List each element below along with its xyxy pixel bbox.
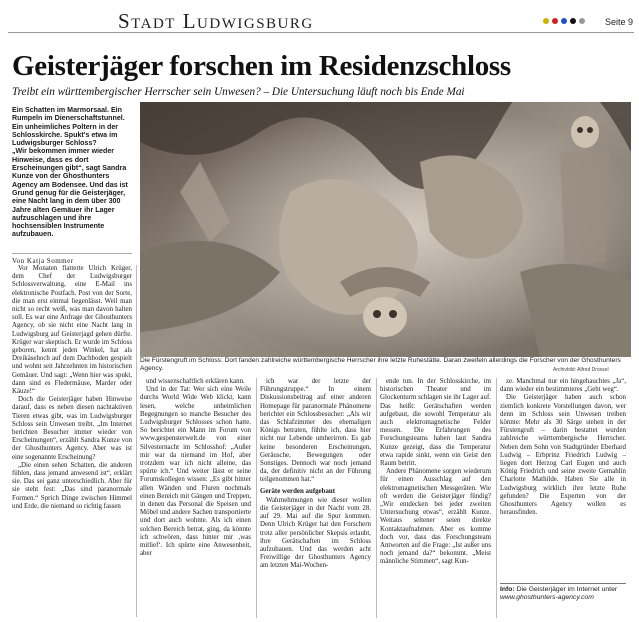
dot-red [552, 18, 558, 24]
teaser-paragraph: Ein Schatten im Marmorsaal. Ein Rumpeln im Dienerschaftstunnel. Ein unheimliches Poltern in der Schlosskirche. Spukt's etwa im Ludwigsburger Schloss? [12, 106, 125, 148]
text-column-5 [500, 378, 626, 578]
dot-yellow [543, 18, 549, 24]
color-registration-dots [543, 18, 585, 24]
paragraph: Die Geisterjäger haben auch schon ziemlich konkrete Vorstellungen davon, wer denn im Schloss sein Unwesen treiben könnte: Mehr als 30 Särge stehen in der Fürstengruft – darin bestattet wurden zahlreiche württembergische Herrscher. Neben dem Sohn von Stadtgründer Eberhard Ludwig – Erbprinz Friedrich Ludwig – liegen dort Herzog Carl Eugen und auch König Friedrich und seine zweite Gemahlin Charlotte Mathilde. Haben Sie alle in Ludwigsburg wirklich ihre letzte Ruhe gefunden? Die Experten von der Ghosthunters Agency wollen es herausfinden. [500, 394, 626, 517]
paragraph: Andere Phänomene sorgen wiederum für einen Ausschlag auf den elektromagnetischen Messgeräten. Wie oft werden die Geisterjäger fündig? „Wir entdecken bei jeder zweiten Untersuchung etwas“, erzählt Kunze. Weitaus seltener seien direkte Kontaktaufnahmen. Aber es komme doch vor, dass das Forschungsteam Antworten auf die Frage: „Ist außer uns noch jemand da?“ bekommt. „Meist männliche Stimmen“, sagt Kun- [380, 468, 491, 566]
dot-blue [561, 18, 567, 24]
paragraph: ich war der letzte der Führungstruppe.“ In einem Diskussionsbeitrag auf einer anderen Homepage für paranormale Phänomene berichtet ein Schlossbesucher: „Als wir das Schlafzimmer des ehemaligen Königs betraten, fühlte ich, dass hier nicht nur Lebende umherirren. Es gab keine besonderen Erscheinungen, Geräusche, Bewegungen oder Sonstiges. Dennoch war noch jemand da, der definitiv nicht an der Führung teilgenommen hat.“ [260, 378, 371, 484]
subheading: Geräte werden aufgebaut [260, 487, 336, 495]
paragraph: und wissenschaftlich erklären kann. [146, 378, 245, 385]
paragraph: „Die einen sehen Schatten, die anderen fühlen, dass jemand anwesend ist“, erklärt sie. Das sei ganz unterschiedlich. Aber für sie steht fest: „Das sind paranormale Formen.“ Sprich Dinge zwischen Himmel und Erde, die niemand so richtig fassen [12, 461, 132, 510]
text-column-4 [380, 378, 491, 618]
text-column-3 [260, 378, 371, 618]
column-divider [496, 378, 497, 618]
paragraph: Und in der Tat: Wer sich eine Weile durchs World Wide Web klickt, kann lesen, welche unheimlichen Begegnungen so manche Besucher des Ludwigsburger Schlosses schon hatte. So berichtet ein Mann im Forum von www.gespensterwelt.de von einer Silvesternacht im Schlosshof: „Außer mir war da niemand im Hof, aber trotzdem war ich nicht alleine, das spürte ich.“ Und weiter lässt er seine Forumskollegen wissen: „Es gibt hinter allen Wänden und Fluren nochmals einen Bereich mit Gängen und Treppen, in denen das Personal die Speisen und Möbel und andere Sachen transportierte und dort auch wohnte. Als ich einen solchen Bereich betrat, ging, da könnte ich schwören, dass hinter mir ‚was mitlief‘. Ich spürte eine Anwesenheit, aber [140, 386, 251, 558]
paragraph: Wahrnehmungen wie dieser wollen die Geisterjäger in der Nacht vom 28. auf 29. Mai auf die Spur kommen. Denn Ulrich Krüger hat den Forschern trotz aller persönlicher Skepsis erlaubt, ihre Gerätschaften im Schloss aufzubauen. Und das werden acht Freiwillige der Ghosthunters Agency am letzten Mai-Wochen- [260, 496, 371, 570]
text-column-1 [12, 265, 132, 617]
paragraph: ze. Manchmal nur ein hingehauchtes „Ja“, dann wieder ein bestimmteres „Geht weg“. [500, 378, 626, 394]
paragraph: Vor Monaten flatterte Ulrich Krüger, dem Chef der Ludwigsburger Schlossverwaltung, eine E-Mail ins elektronische Postfach. Post von der Sorte, die man erst einmal liegenlässt. Weil man nicht so recht weiß, was man davon halten soll. Es war eine Anfrage der Ghosthunters Agency, ob sie nicht eine Nacht lang in Ludwigsburg auf Geisterjagd gehen dürfte. Krüger war skeptisch. Er wurde im Schloss geboren, kennt jeden Winkel, hat als Dreikäsehoch auf dem Dachboden gespielt und wohnt seit Jahrzehnten im historischen Gemäuer. Und sagt: „Wenn hier was spukt, dann sind es Fledermäuse, Marder oder Käuze!“ [12, 265, 132, 396]
info-text: Die Geisterjäger im Internet unter [516, 586, 618, 593]
paragraph: ende tun. In der Schlosskirche, im historischen Theater und im Glockenturm schlagen sie ihr Lager auf. Das heißt: Gerätschaften werden aufgebaut, die sowohl Temperatur als auch elektromagnetische Felder messen. Die Erfahrungen des Forschungsteams haben laut Sandra Kunze gezeigt, dass die Temperatur etwa rapide sinkt, wenn ein Geist den Raum betritt. [380, 378, 491, 468]
article-teaser [12, 106, 132, 239]
section-title: Stadt Ludwigsburg [118, 9, 314, 33]
teaser-paragraph: „Wir bekommen immer wieder Hinweise, dass es dort Erscheinungen gibt“, sagt Sandra Kunze von der Ghosthunters Agency am Bodensee. Und das ist Grund genug für die Geisterjäger, eine Nacht lang in dem über 300 Jahre alten Gemäuer ihr Lager aufzuschlagen und ihre hochsensiblen Instrumente aufzubauen. [12, 147, 128, 239]
paragraph: Doch die Geisterjäger haben Hinweise darauf, dass es neben diesen nachtaktiven Tieren etwas gibt, was im Ludwigsburger Schloss sein Unwesen treibt. „Im Internet berichten Besucher immer wieder von Erscheinungen“, erzählt Sandra Kunze von der Ghosthunters Agency. Aber was ist eine sogenannte Erscheinung? [12, 396, 132, 461]
info-link[interactable]: www.ghosthunters-agency.com [500, 594, 594, 601]
photo-caption: Die Fürstengruft im Schloss: Dort fanden zahlreiche württembergische Herrscher ihre letzte Ruhestätte. Daran zweifeln allerdings die Forscher von der Ghosthunters Agency. [140, 357, 621, 372]
dot-gray [579, 18, 585, 24]
crypt-sculpture-image [140, 102, 631, 357]
page-number: Seite 9 [605, 17, 634, 27]
crypt-photo [140, 102, 631, 357]
photo-credit: Archivbild: Alfred Drossel [553, 367, 609, 373]
dot-black [570, 18, 576, 24]
info-label: Info: [500, 586, 515, 593]
text-column-2 [140, 378, 251, 618]
column-divider [256, 378, 257, 618]
article-subhead: Treibt ein württembergischer Herrscher sein Unwesen? – Die Untersuchung läuft noch bis Ende Mai [12, 86, 465, 98]
byline: Von Katja Sommer [12, 253, 132, 265]
info-box [500, 583, 626, 602]
page-header [8, 6, 634, 33]
column-divider [376, 378, 377, 618]
article-headline: Geisterjäger forschen im Residenzschloss [12, 50, 511, 82]
column-divider [136, 265, 137, 617]
